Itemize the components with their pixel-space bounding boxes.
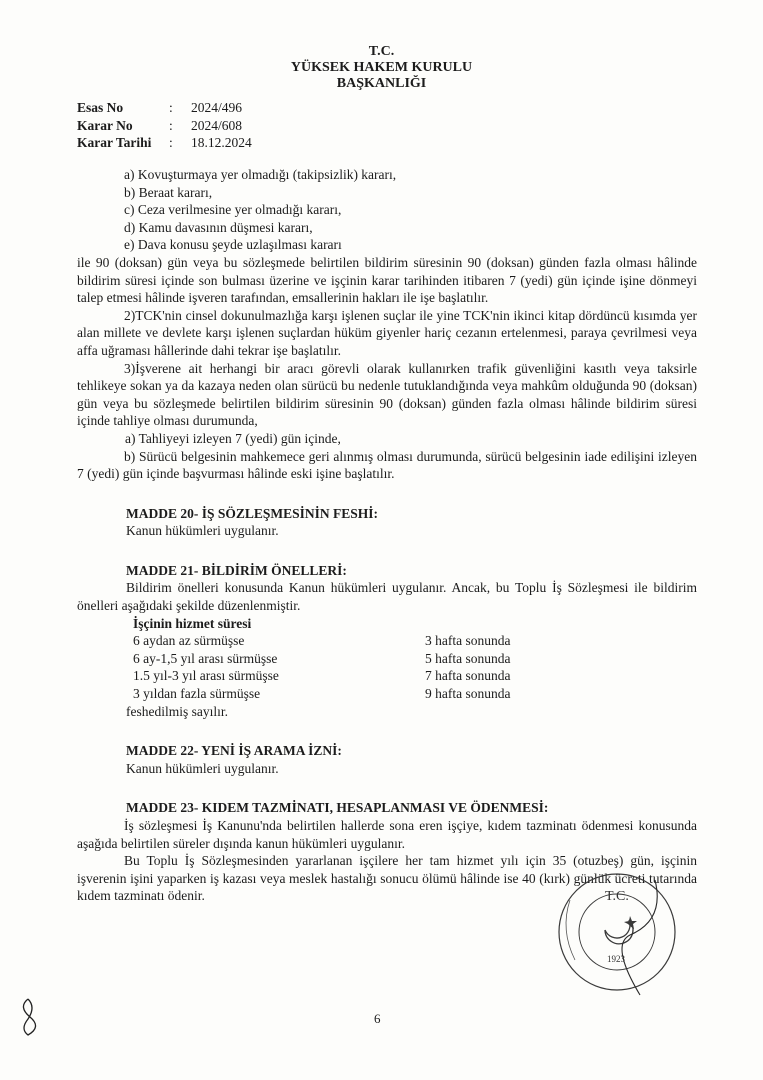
- table-row: [133, 632, 697, 650]
- article-title: MADDE 20- İŞ SÖZLEŞMESİNİN FESHİ:: [126, 505, 379, 521]
- paragraph: a) Tahliyeyi izleyen 7 (yedi) gün içinde,: [125, 430, 341, 446]
- meta-key: Esas No: [77, 100, 124, 115]
- header-line-tc: T.C.: [368, 44, 395, 59]
- article-text: Kanun hükümleri uygulanır.: [126, 523, 279, 539]
- page-number: 6: [374, 1011, 381, 1026]
- article-text: İş sözleşmesi İş Kanunu'nda belirtilen hallerde sona eren işçiye, kıdem tazminatı ödenmesi konusunda aşağıda belirtilen süreler dışında kanun hükümleri uygulanır.: [77, 818, 697, 851]
- document-body: [77, 166, 697, 905]
- meta-value: 2024/608: [191, 117, 243, 133]
- meta-value: 18.12.2024: [191, 135, 252, 150]
- article-title: MADDE 21- BİLDİRİM ÖNELLERİ:: [126, 562, 347, 578]
- document-header: [0, 44, 763, 92]
- paragraph: ile 90 (doksan) gün veya bu sözleşmede belirtilen bildirim süresinin 90 (doksan) günden fazla olması hâlinde bildirim süresi içinde son bulması üzerine ve işçinin karar tarihinden itibaren 7 (yedi) gün içinde işine dönmeyi talep etmesi hâlinde işveren tarafından, emsallerinin hakları ile işe başlatılır.: [77, 254, 697, 306]
- list-item: c) Ceza verilmesine yer olmadığı kararı,: [124, 202, 342, 218]
- article-text: Bildirim önelleri konusunda Kanun hükümleri uygulanır. Ancak, bu Toplu İş Sözleşmesi ile bildirim önelleri aşağıdaki şekilde düzenlenmiştir.: [77, 580, 697, 614]
- paragraph: 3)İşverene ait herhangi bir aracı görevli olarak kullanırken trafik güvenliğini kasıtlı veya taksirle tehlikeye sokan ya da kazaya neden olan sürücü bu nedenle tutuklandığında veya mahkûm olduğunda 90 (doksan) gün veya bu sözleşmede belirtilen bildirim süresinin 90 (doksan) günden fazla olması hâlinde bildirim süresi içinde tahliye olması durumunda,: [77, 360, 697, 429]
- meta-key: Karar No: [77, 117, 133, 133]
- table-cell: 3 yıldan fazla sürmüşse: [133, 686, 261, 702]
- table-row: [133, 650, 697, 668]
- seal-top-text: T.C.: [605, 889, 629, 904]
- table-cell: 7 hafta sonunda: [425, 668, 511, 684]
- list-item: a) Kovuşturmaya yer olmadığı (takipsizlik) kararı,: [124, 167, 397, 182]
- table-cell: 6 ay-1,5 yıl arası sürmüşse: [133, 650, 278, 666]
- header-line-institution: YÜKSEK HAKEM KURULU: [290, 60, 473, 75]
- list-item: e) Dava konusu şeyde uzlaşılması kararı: [124, 237, 342, 253]
- table-row: [133, 685, 697, 703]
- table-cell: 5 hafta sonunda: [425, 650, 511, 666]
- meta-row-tarih: Karar Tarihi : 18.12.2024: [77, 135, 252, 150]
- meta-row-esas: Esas No : 2024/496: [77, 100, 243, 115]
- table-subtitle: İşçinin hizmet süresi: [133, 615, 252, 631]
- table-cell: 9 hafta sonunda: [425, 686, 511, 702]
- article-text: feshedilmiş sayılır.: [126, 703, 228, 719]
- table-row: [133, 667, 697, 685]
- meta-key: Karar Tarihi: [77, 135, 152, 150]
- notice-table: [77, 632, 697, 702]
- case-meta: [77, 99, 252, 152]
- table-cell: 6 aydan az sürmüşse: [133, 633, 245, 649]
- list-item: d) Kamu davasının düşmesi kararı,: [124, 219, 313, 235]
- handwritten-initial-icon: [14, 995, 44, 1040]
- article-title: MADDE 22- YENİ İŞ ARAMA İZNİ:: [126, 743, 342, 759]
- table-cell: 1.5 yıl-3 yıl arası sürmüşse: [133, 668, 279, 684]
- header-line-office: BAŞKANLIĞI: [336, 76, 427, 91]
- meta-value: 2024/496: [191, 100, 243, 115]
- paragraph: 2)TCK'nin cinsel dokunulmazlığa karşı işlenen suçlar ile yine TCK'nin ikinci kitap dördüncü kısımda yer alan millete ve devlete karşı işlenen suçlardan hüküm giyenler hariç cezanın ertelenmesi, paraya çevrilmesi veya affa uğraması hâllerinde dahi tekrar işe başlatılır.: [77, 307, 697, 358]
- article-text: Kanun hükümleri uygulanır.: [126, 760, 279, 776]
- seal-year-text: 1923: [607, 954, 625, 964]
- official-seal-icon: [545, 860, 680, 1000]
- meta-row-karar: Karar No : 2024/608: [77, 117, 243, 133]
- list-item: b) Beraat kararı,: [124, 184, 213, 200]
- article-text: Bu Toplu İş Sözleşmesinden yararlanan işçilere her tam hizmet yılı için 35 (otuzbeş) gün, işçinin işverenin işini yaparken iş kazası veya meslek hastalığı sonucu ölümü hâlinde ise 40 (kırk) günlük ücreti tutarında kıdem tazminatı ödenir.: [77, 853, 697, 904]
- table-cell: 3 hafta sonunda: [425, 633, 511, 649]
- paragraph: b) Sürücü belgesinin mahkemece geri alınmış olması durumunda, sürücü belgesinin iade edilişini izleyen 7 (yedi) gün içinde başvurması hâlinde eski işine başlatılır.: [77, 448, 697, 482]
- article-title: MADDE 23- KIDEM TAZMİNATI, HESAPLANMASI VE ÖDENMESİ:: [126, 800, 549, 816]
